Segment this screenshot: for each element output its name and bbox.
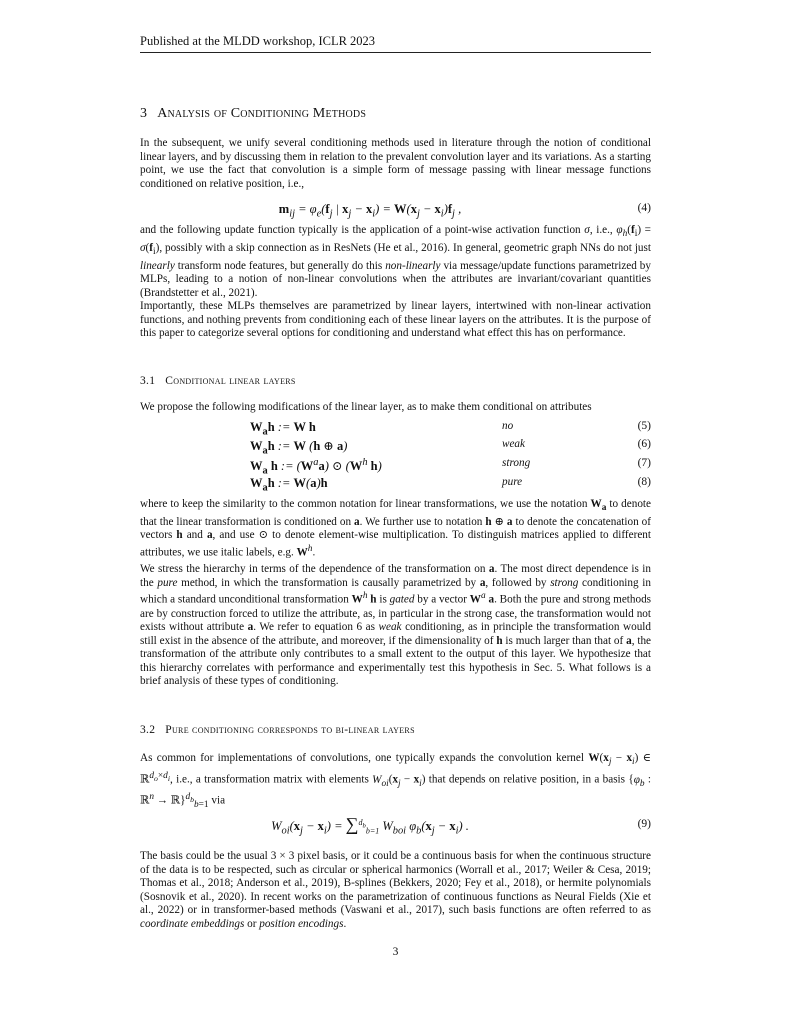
subsection-heading-3-1 [140, 375, 651, 387]
equation-7-tag: strong [502, 457, 531, 469]
equation-8-body: $W_ah$ := W(a)h [250, 476, 328, 494]
equation-6-tag: weak [502, 438, 525, 450]
equation-8 [140, 476, 651, 494]
equation-5-body: $W_ah$ := W h [250, 420, 316, 438]
subsection-heading-3-2 [140, 724, 651, 736]
subsection-title: Pure conditioning corresponds to bi-linear layers [165, 724, 415, 736]
equation-4-body: $m_{ij} = \varphi_e(f_j$ | $x_j - x_i) = W(x_j - x_i)f_j$ , [278, 202, 462, 220]
section-number: 3 [140, 106, 148, 121]
equation-7 [140, 457, 651, 475]
equation-9-body: $W_{oi}(x_j - x_i) = \sum^{d_b}_{b=1}$ $W_{boi}$ $\varphi_b(x_j - x_i)$ . [271, 814, 469, 837]
equation-5-tag: no [502, 420, 514, 432]
paragraph-basis: The basis could be the usual 3 × 3 pixel basis, or it could be a continuous basis for when the continuous structure of the data is to be respected, such as circular or spherical harmonics (Worrall et al., 2017; Weiler & Cesa, 2019; Thomas et al., 2018; Anderson et al., 2019), B-splines (Bekkers, 2020; Fey et al., 2018), or hermite polynomials (Sosnovik et al., 2020). In recent works on the parametrization of continuous functions as Neural Fields (Xie et al., 2022) or in transformer-based methods (Vaswani et al., 2017), such basis functions are often referred to as coordinate embeddings or position encodings. [140, 850, 651, 930]
paragraph-intro: In the subsequent, we unify several conditioning methods used in literature through the notion of conditional linear layers, and by discussing them in relation to the prevalent convolution layer and its variations. As a starting point, we use the fact that convolution is a simple form of message passing with linear message functions conditioned on relative position, i.e., [140, 137, 651, 190]
subsection-number: 3.1 [140, 375, 156, 387]
equation-7-body: $W_a$ h := $(W^aa)$ ⊙ ($W^h$ h) [250, 457, 382, 477]
equation-5-label: (5) [637, 420, 651, 432]
paragraph-update-function: and the following update function typically is the application of a point-wise activation function σ, i.e., $\varphi_h(f_i) = \sigma(f_i)$, possibly with a skip connection as in ResNets (He et al., 2016). In general, geometric graph NNs do not just linearly transform node features, but generally do this non-linearly via message/update functions parametrized by MLPs, leading to a notion of non-linear convolutions when the attributes are invariant/covariant quantities (Brandstetter et al., 2021). [140, 224, 651, 299]
equation-8-tag: pure [502, 476, 523, 488]
paragraph-mlps: Importantly, these MLPs themselves are parametrized by linear layers, intertwined with non-linear activation functions, and nothing prevents from conditioning each of these linear layers on the attributes. It is the purpose of this paper to categorize several options for conditioning and understand what effect this has on performance. [140, 300, 651, 340]
paragraph-notation: where to keep the similarity to the common notation for linear transformations, we use the notation $W_a$ to denote that the linear transformation is conditioned on a. We further use to notation h ⊕ a to denote the concatenation of vectors h and a, and use ⊙ to denote element-wise multiplication. To distinguish matrices applied to different attributes, we use italic labels, e.g. $W^h$. [140, 498, 651, 559]
running-header: Published at the MLDD workshop, ICLR 2023 [140, 34, 651, 53]
page-number: 3 [392, 946, 399, 958]
equation-4-label: (4) [637, 202, 651, 214]
subsection-title: Conditional linear layers [165, 375, 296, 387]
section-heading [140, 106, 651, 122]
equation-6 [140, 438, 651, 456]
equation-7-label: (7) [637, 457, 651, 469]
equation-5 [140, 420, 651, 438]
equation-4 [140, 202, 651, 220]
equation-6-label: (6) [637, 438, 651, 450]
equation-9-label: (9) [637, 818, 651, 830]
paragraph-propose: We propose the following modifications of the linear layer, as to make them conditional on attributes [140, 401, 592, 413]
equation-6-body: $W_ah$ := W (h ⊕ a) [250, 439, 348, 457]
subsection-number: 3.2 [140, 724, 156, 736]
section-title: Analysis of Conditioning Methods [157, 106, 367, 121]
equation-9 [140, 810, 651, 846]
paragraph-convolution-kernel: As common for implementations of convolutions, one typically expands the convolution kernel $W(x_j - x_i)$ ∈ ℝ$^{d_o\times d_i}$, i.e., a transformation matrix with elements $W_{oi}(x_j - x_i)$ that depends on relative position, in a basis {$\varphi_b$ : ℝ$^n$ → ℝ}$^{d_b}_{b=1}$ via [140, 752, 651, 811]
equation-8-label: (8) [637, 476, 651, 488]
paragraph-hierarchy: We stress the hierarchy in terms of the dependence of the transformation on a. The most direct dependence is in the pure method, in which the transformation is causally parametrized by a, followed by strong conditioning in which a standard unconditional transformation $W^h$ h is gated by a vector $W^a$ a. Both the pure and strong methods are by construction forced to utilize the attribute, as, in particular in the strong case, the transformation would not exists without attribute a. We refer to equation 6 as weak conditioning, as in principle the transformation would still exist in the absence of the attribute, and moreover, if the dimensionality of h is much larger than that of a, the transformation of the attribute only contributes to a small extent to the output of this layer. We hypothesize that this hierarchy correlates with performance and experimentally test this hypothesis in Sec. 5. What follows is a brief analysis of these types of conditioning. [140, 563, 652, 688]
